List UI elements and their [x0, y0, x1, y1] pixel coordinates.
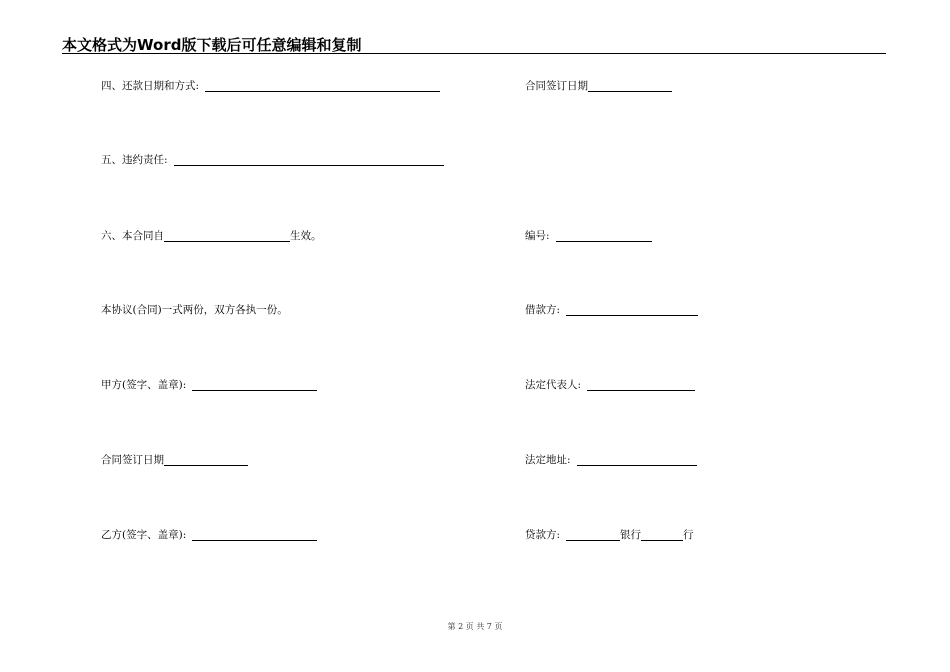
branch-label: 行	[683, 529, 694, 541]
repayment-field	[101, 80, 440, 92]
legal-address-blank[interactable]	[577, 454, 697, 466]
party-b-field	[101, 529, 317, 541]
legal-address-field	[525, 454, 697, 466]
effective-field	[101, 230, 322, 242]
party-b-label: 乙方(签字、盖章):	[101, 529, 187, 541]
effective-suffix: 生效。	[290, 230, 322, 242]
copies-label: 本协议(合同)一式两份，双方各执一份。	[101, 304, 288, 316]
left-sign-date-blank[interactable]	[164, 454, 248, 466]
lender-branch-blank[interactable]	[641, 529, 683, 541]
number-blank[interactable]	[556, 230, 652, 242]
right-sign-date-label: 合同签订日期	[525, 80, 588, 92]
number-field	[525, 230, 652, 242]
breach-label: 五、违约责任:	[101, 154, 168, 166]
left-sign-date-field	[101, 454, 248, 466]
party-a-label: 甲方(签字、盖章):	[101, 379, 187, 391]
lender-label: 贷款方:	[525, 529, 561, 541]
repayment-label: 四、还款日期和方式:	[101, 80, 200, 92]
left-sign-date-label: 合同签订日期	[101, 454, 164, 466]
breach-field	[101, 154, 444, 166]
copies-text	[101, 304, 288, 316]
page-footer: 第 2 页 共 7 页	[447, 622, 503, 631]
number-label: 编号:	[525, 230, 550, 242]
right-sign-date-blank[interactable]	[588, 80, 672, 92]
right-sign-date-field	[525, 80, 672, 92]
effective-blank[interactable]	[164, 230, 290, 242]
header-rule	[62, 53, 886, 54]
bank-label: 银行	[620, 529, 642, 541]
lender-bank-blank[interactable]	[566, 529, 620, 541]
borrower-label: 借款方:	[525, 304, 561, 316]
borrower-blank[interactable]	[566, 304, 698, 316]
effective-prefix: 六、本合同自	[101, 230, 164, 242]
party-a-field	[101, 379, 317, 391]
breach-blank[interactable]	[174, 154, 444, 166]
legal-rep-field	[525, 379, 695, 391]
legal-rep-blank[interactable]	[587, 379, 695, 391]
borrower-field	[525, 304, 698, 316]
repayment-blank[interactable]	[205, 80, 440, 92]
party-a-blank[interactable]	[192, 379, 317, 391]
document-header: 本文格式为Word版下载后可任意编辑和复制	[62, 36, 362, 54]
legal-address-label: 法定地址:	[525, 454, 571, 466]
lender-field	[525, 529, 694, 541]
party-b-blank[interactable]	[192, 529, 317, 541]
legal-rep-label: 法定代表人:	[525, 379, 582, 391]
